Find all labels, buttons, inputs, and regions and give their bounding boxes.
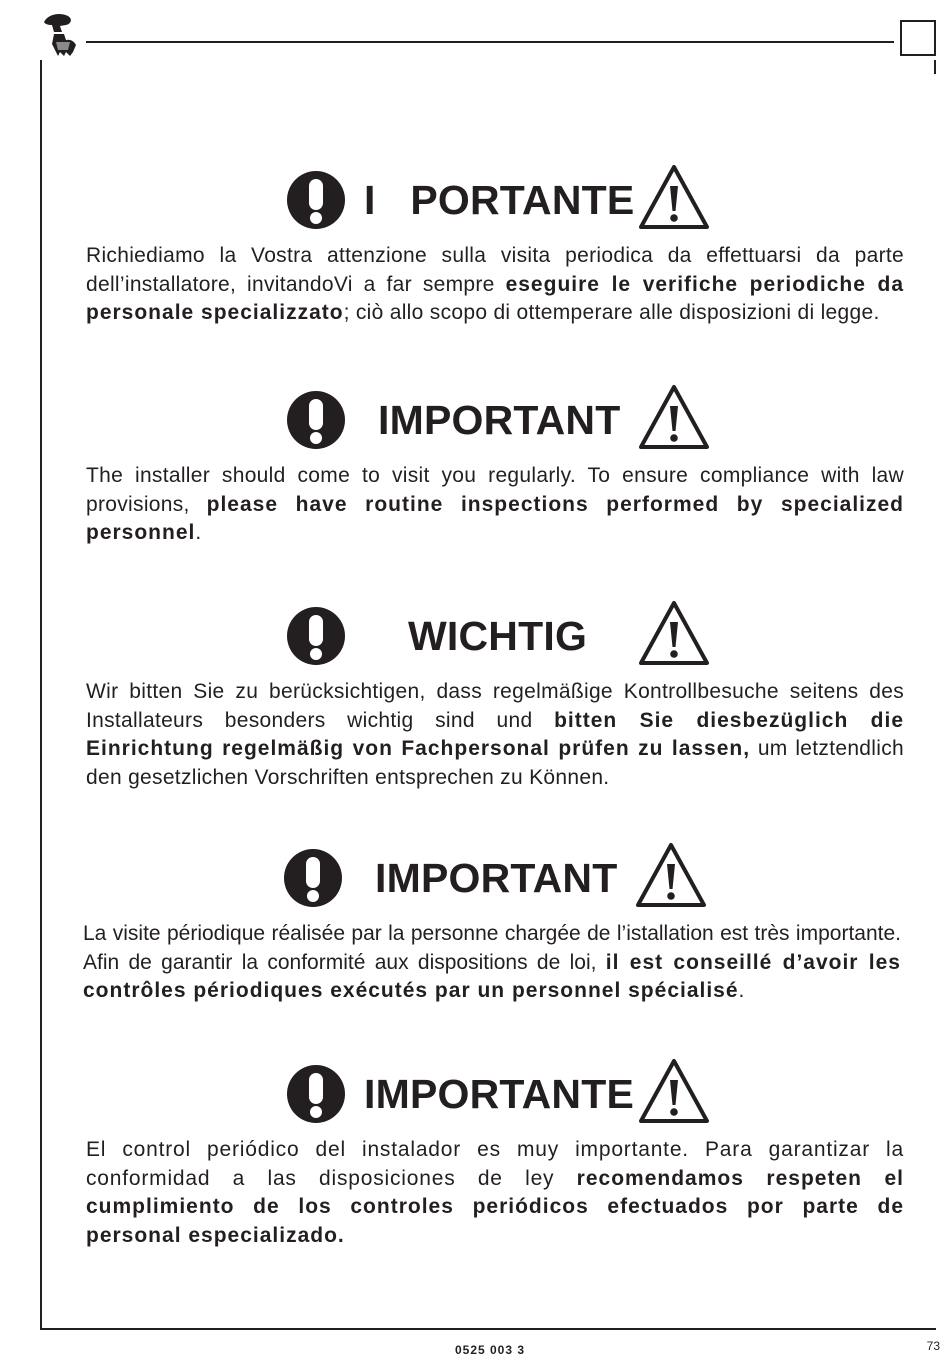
notice-heading xyxy=(83,842,901,914)
notice-paragraph: La visite périodique réalisée par la personne chargée de l’istallation est très importante. Afin de garantir la conformité aux dispositions de loi, il est conseillé d’avoir les contrôles périodiques exécutés par un personnel spécialisé. xyxy=(83,922,901,1003)
notice-section-en xyxy=(86,384,904,548)
notice-section-it xyxy=(86,164,904,328)
notice-title: I PORTANTE xyxy=(364,177,635,223)
brand-logo-icon xyxy=(40,12,80,58)
header-rule xyxy=(86,41,894,43)
notice-heading xyxy=(86,164,904,236)
warning-triangle-icon xyxy=(638,164,710,230)
footer-rule xyxy=(40,1328,936,1330)
left-frame-rule xyxy=(40,60,42,1329)
page-number: 73 xyxy=(926,1339,940,1353)
corner-box xyxy=(900,20,936,56)
notice-paragraph: Wir bitten Sie zu berücksichtigen, dass regelmäßige Kontrollbesuche seitens des Installateurs besonders wichtig sind und bitten Sie diesbezüglich die Einrichtung regelmäßig von Fachpersonal prüfen zu lassen, um letztendlich den gesetzlichen Vorschriften entsprechen zu Können. xyxy=(86,680,904,790)
notice-section-es xyxy=(86,1058,904,1251)
exclamation-circle-icon xyxy=(286,170,346,230)
notice-title: WICHTIG xyxy=(408,613,588,659)
document-code: 0525 003 3 xyxy=(454,1343,526,1357)
notice-paragraph: The installer should come to visit you regularly. To ensure compliance with law provisions, please have routine inspections performed by specialized personnel. xyxy=(86,464,905,545)
warning-triangle-icon xyxy=(638,1058,710,1124)
notice-title: IMPORTANT xyxy=(375,855,618,901)
notice-paragraph: Richiediamo la Vostra attenzione sulla visita periodica da effettuarsi da parte dell’installatore, invitandoVi a far sempre eseguire le verifiche periodiche da personale specializzato; ciò allo scopo di ottemperare alle disposizioni di legge. xyxy=(86,244,904,325)
notice-section-de xyxy=(86,600,904,793)
notice-heading xyxy=(86,384,904,456)
notice-title: IMPORTANTE xyxy=(364,1071,635,1117)
warning-triangle-icon xyxy=(638,384,710,450)
exclamation-circle-icon xyxy=(286,1064,346,1124)
exclamation-circle-icon xyxy=(286,390,346,450)
notice-title: IMPORTANT xyxy=(378,397,621,443)
notice-paragraph: El control periódico del instalador es muy importante. Para garantizar la conformidad a las disposiciones de ley recomendamos respeten el cumplimiento de los controles periódicos efectuados por parte de personal especializado. xyxy=(86,1138,904,1248)
right-frame-tick xyxy=(934,60,936,74)
warning-triangle-icon xyxy=(635,842,707,908)
exclamation-circle-icon xyxy=(286,606,346,666)
notice-heading xyxy=(86,1058,904,1130)
notice-heading xyxy=(86,600,904,672)
warning-triangle-icon xyxy=(638,600,710,666)
exclamation-circle-icon xyxy=(283,848,343,908)
notice-section-fr xyxy=(83,842,901,1006)
